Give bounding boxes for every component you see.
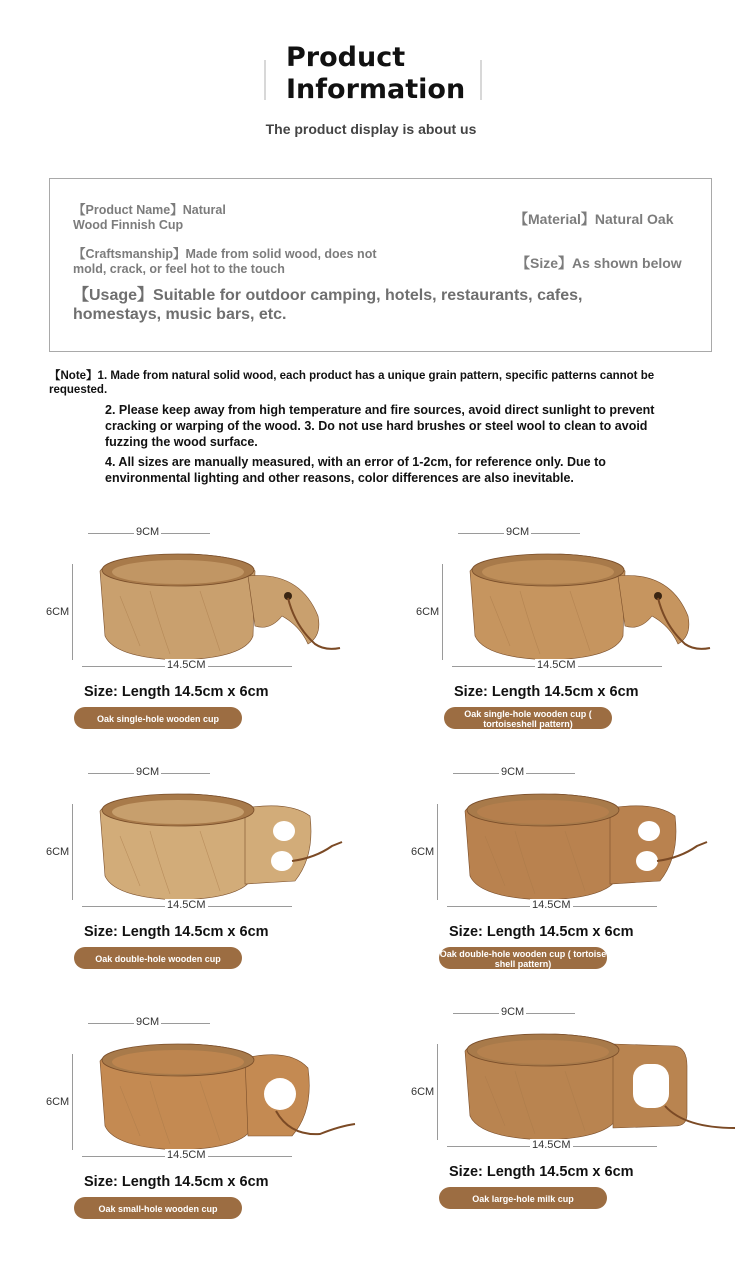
note-1: 【Note】1. Made from natural solid wood, each product has a unique grain pattern, specific patterns cannot be requested.	[49, 370, 655, 396]
product-size: 【Size】As shown below	[516, 255, 682, 271]
product-card	[40, 1010, 380, 1240]
product-label-badge: Oak small-hole wooden cup	[74, 1197, 242, 1219]
title-divider-right	[480, 60, 482, 100]
height-dimension-label: 6CM	[46, 606, 70, 618]
width-dimension-label: 9CM	[136, 526, 160, 538]
page-title: Product Information	[286, 42, 466, 105]
length-dimension-label: 14.5CM	[167, 1149, 206, 1161]
width-dimension-label: 9CM	[136, 1016, 160, 1028]
product-label-badge: Oak single-hole wooden cup	[74, 707, 242, 729]
product-info-box	[49, 178, 712, 352]
size-text: Size: Length 14.5cm x 6cm	[84, 924, 269, 940]
product-label-badge: Oak single-hole wooden cup ( tortoiseshell pattern)	[444, 707, 612, 729]
size-text: Size: Length 14.5cm x 6cm	[454, 684, 639, 700]
product-label-badge: Oak double-hole wooden cup	[74, 947, 242, 969]
height-dimension-label: 6CM	[411, 1086, 435, 1098]
page-subtitle: The product display is about us	[265, 121, 477, 137]
cup-image	[435, 776, 735, 911]
product-card	[405, 760, 745, 990]
product-card	[40, 520, 380, 750]
product-material: 【Material】Natural Oak	[514, 211, 674, 227]
size-text: Size: Length 14.5cm x 6cm	[449, 1164, 634, 1180]
size-text: Size: Length 14.5cm x 6cm	[84, 1174, 269, 1190]
length-dimension-label: 14.5CM	[532, 1139, 571, 1151]
cup-image	[435, 1016, 735, 1151]
width-dimension-label: 9CM	[501, 766, 525, 778]
height-dimension-label: 6CM	[46, 846, 70, 858]
length-dimension-label: 14.5CM	[167, 899, 206, 911]
cup-image	[70, 1026, 370, 1161]
cup-image	[70, 776, 370, 911]
title-block	[264, 42, 484, 104]
length-dimension-label: 14.5CM	[532, 899, 571, 911]
length-dimension-label: 14.5CM	[167, 659, 206, 671]
height-dimension-label: 6CM	[46, 1096, 70, 1108]
product-label-badge: Oak large-hole milk cup	[439, 1187, 607, 1209]
product-name: 【Product Name】Natural Wood Finnish Cup	[73, 203, 226, 232]
note-2: 2. Please keep away from high temperature and fire sources, avoid direct sunlight to prevent cracking or warping of the wood. 3. Do not use hard brushes or steel wool to clean to avoid fuzzing the wood surface.	[105, 403, 655, 449]
product-label-badge: Oak double-hole wooden cup ( tortoise shell pattern)	[439, 948, 607, 969]
size-text: Size: Length 14.5cm x 6cm	[449, 924, 634, 940]
width-dimension-label: 9CM	[136, 766, 160, 778]
height-dimension-label: 6CM	[416, 606, 440, 618]
width-dimension-label: 9CM	[506, 526, 530, 538]
cup-image	[70, 536, 370, 671]
height-dimension-label: 6CM	[411, 846, 435, 858]
product-card	[405, 1000, 745, 1230]
title-divider-left	[264, 60, 266, 100]
product-usage: 【Usage】Suitable for outdoor camping, hotels, restaurants, cafes, homestays, music bars, etc.	[73, 287, 583, 323]
product-craftsmanship: 【Craftsmanship】Made from solid wood, does not mold, crack, or feel hot to the touch	[73, 247, 377, 276]
size-text: Size: Length 14.5cm x 6cm	[84, 684, 269, 700]
note-3: 4. All sizes are manually measured, with an error of 1-2cm, for reference only. Due to environmental lighting and other reasons, color differences are also inevitable.	[105, 455, 606, 485]
width-dimension-label: 9CM	[501, 1006, 525, 1018]
product-card	[410, 520, 750, 750]
cup-image	[440, 536, 740, 671]
notes-section	[49, 370, 689, 485]
length-dimension-label: 14.5CM	[537, 659, 576, 671]
product-card	[40, 760, 380, 990]
